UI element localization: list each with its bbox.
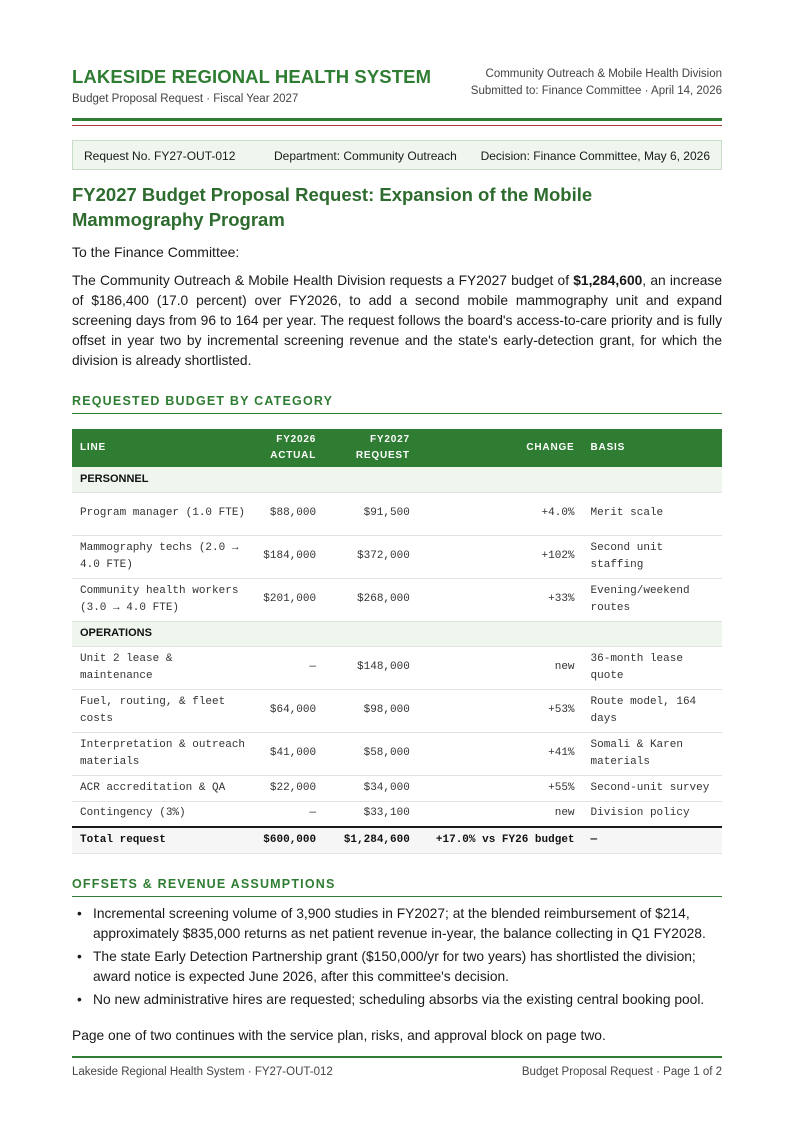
cell-fy2027: $372,000 [324,535,418,578]
cell-change: new [418,646,583,689]
cell-fy2027: $91,500 [324,492,418,535]
cell-change: +4.0% [418,492,583,535]
table-header-row [72,429,722,467]
cell-change: new [418,801,583,827]
table-row [72,732,722,775]
list-item [72,990,722,1010]
cell-fy2026: $22,000 [255,775,324,801]
letterhead [72,64,722,114]
cell-change: +17.0% vs FY26 budget [418,827,583,853]
cell-basis: Evening/weekend routes [583,578,722,621]
budget-section-heading: REQUESTED BUDGET BY CATEGORY [72,394,722,414]
cell-line: Contingency (3%) [72,801,255,827]
cell-basis: — [583,827,722,853]
list-item-text: Incremental screening volume of 3,900 studies in FY2027; at the blended reimbursement of $214, approximately $835,000 returns as net patient revenue in-year, the balance collecting in Q1 FY2028. [93,906,706,941]
document-title: FY2027 Budget Proposal Request: Expansion of the Mobile Mammography Program [72,184,593,230]
list-item [72,904,722,944]
cell-line: ACR accreditation & QA [72,775,255,801]
cell-fy2027: $1,284,600 [324,827,418,853]
closing-note: Page one of two continues with the service plan, risks, and approval block on page two. [72,1028,606,1043]
budget-table [72,429,722,854]
cell-change: +33% [418,578,583,621]
cell-fy2026: $600,000 [255,827,324,853]
cell-fy2027: $33,100 [324,801,418,827]
cell-basis: Second unit staffing [583,535,722,578]
total-row [72,827,722,853]
cell-change: +53% [418,689,583,732]
cell-line: Community health workers (3.0 → 4.0 FTE) [72,578,255,621]
cell-basis: Division policy [583,801,722,827]
col-change: CHANGE [418,429,583,467]
department: Department: Community Outreach [274,149,457,163]
cell-fy2026: $64,000 [255,689,324,732]
bullet-icon: • [77,906,82,921]
offsets-list [72,904,722,1013]
cell-line: Interpretation & outreach materials [72,732,255,775]
intro-paragraph [72,271,722,371]
footer-left: Lakeside Regional Health System · FY27-OUT-012 [72,1066,333,1078]
cell-line: Program manager (1.0 FTE) [72,492,255,535]
offsets-section-heading: OFFSETS & REVENUE ASSUMPTIONS [72,877,722,897]
bullet-icon: • [77,949,82,964]
table-row [72,689,722,732]
cell-fy2027: $34,000 [324,775,418,801]
category-label: PERSONNEL [72,467,722,492]
category-row-personnel [72,467,722,492]
footer-right: Budget Proposal Request · Page 1 of 2 [521,1066,722,1078]
table-row [72,801,722,827]
cell-fy2026: — [255,646,324,689]
col-fy2027-line1: FY2027 [370,434,410,445]
category-label: OPERATIONS [72,621,722,646]
document-subtitle: Budget Proposal Request · Fiscal Year 2027 [72,93,299,105]
col-fy2027-line2: REQUEST [355,450,410,461]
cell-fy2026: $88,000 [255,492,324,535]
request-number: Request No. FY27-OUT-012 [84,149,236,163]
cell-line: Total request [72,827,255,853]
col-basis: BASIS [583,429,722,467]
cell-change: +55% [418,775,583,801]
category-row-operations [72,621,722,646]
table-row [72,535,722,578]
cell-fy2027: $148,000 [324,646,418,689]
col-fy2027 [324,429,418,467]
table-row [72,646,722,689]
list-item [72,947,722,987]
cell-line: Fuel, routing, & fleet costs [72,689,255,732]
footer-rule [72,1056,722,1058]
table-row [72,578,722,621]
sender-block [471,66,722,100]
submission-line: Submitted to: Finance Committee · April 14, 2026 [470,85,722,97]
document-page [72,0,722,1123]
cell-fy2027: $58,000 [324,732,418,775]
cell-fy2027: $268,000 [324,578,418,621]
col-fy2026-line2: ACTUAL [270,450,317,461]
cell-fy2026: $201,000 [255,578,324,621]
cell-line: Unit 2 lease & maintenance [72,646,255,689]
requested-amount: $1,284,600 [573,273,643,288]
col-fy2026-line1: FY2026 [276,434,317,445]
intro-text-before: The Community Outreach & Mobile Health Division requests a FY2027 budget of [72,273,574,288]
cell-fy2026: $41,000 [255,732,324,775]
division-name: Community Outreach & Mobile Health Division [485,68,722,80]
col-fy2026 [255,429,324,467]
cell-change: +102% [418,535,583,578]
decision-date: Decision: Finance Committee, May 6, 2026 [480,149,710,163]
table-row [72,775,722,801]
request-meta-box [72,140,722,170]
organization-name: LAKESIDE REGIONAL HEALTH SYSTEM [72,66,432,87]
cell-basis: Merit scale [583,492,722,535]
list-item-text: No new administrative hires are requested; scheduling absorbs via the existing central booking pool. [93,992,705,1007]
salutation: To the Finance Committee: [72,244,240,260]
cell-basis: 36-month lease quote [583,646,722,689]
cell-basis: Second-unit survey [583,775,722,801]
table-row [72,492,722,535]
cell-fy2026: $184,000 [255,535,324,578]
intro-text-after: , an increase of $186,400 (17.0 percent) over FY2026, to add a second mobile mammography unit and expand screening days from 96 to 164 per year. The request follows the board's access-to-care priority and is fully offset in year two by incremental screening revenue and the state's early-detection grant, for which the division is already shortlisted. [72,273,723,368]
cell-basis: Route model, 164 days [583,689,722,732]
bullet-icon: • [77,992,82,1007]
cell-change: +41% [418,732,583,775]
cell-fy2026: — [255,801,324,827]
header-rule-red [72,125,722,126]
cell-fy2027: $98,000 [324,689,418,732]
list-item-text: The state Early Detection Partnership grant ($150,000/yr for two years) has shortlisted the division; award notice is expected June 2026, after this committee's decision. [93,949,696,984]
col-line: LINE [72,429,255,467]
header-rule-green [72,118,722,121]
cell-line: Mammography techs (2.0 → 4.0 FTE) [72,535,255,578]
cell-basis: Somali & Karen materials [583,732,722,775]
